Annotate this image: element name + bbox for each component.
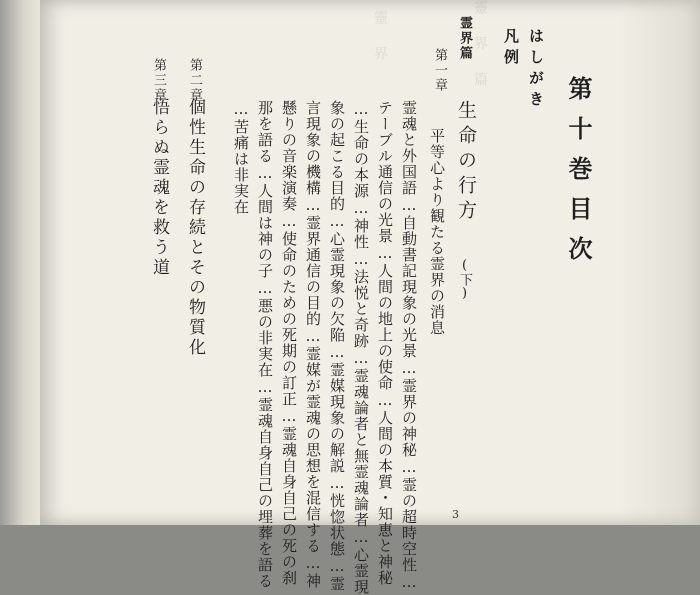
chapter1-subtitle: 平等心より観たる霊界の消息 (428, 128, 446, 336)
chapter3-number: 第三章 (151, 58, 166, 103)
bleed-through: 靈 界 篇 (472, 0, 488, 90)
chapter3-title: 悟らぬ霊魂を救う道 (149, 98, 169, 278)
page-edge (0, 0, 40, 525)
book-page (40, 0, 700, 595)
chapter1-title-suffix: (下) (457, 258, 472, 301)
chapter1-title: 生命の行方 (455, 100, 477, 225)
toc-line: 那を語る…人間は神の子…悪の非実在…霊魂自身自己の埋葬を語る (256, 100, 274, 589)
chapter2-title: 個性生命の存続とその物質化 (185, 98, 205, 358)
toc-line: 霊魂と外国語…自動書記現象の光景…霊界の神秘…霊の超時空性… (400, 100, 418, 592)
chapter1-number: 第一章 (432, 48, 447, 93)
front-matter-preface: はしがき (527, 28, 545, 112)
bleed-through: 靈 界 (372, 10, 388, 64)
toc-line: …苦痛は非実在 (232, 100, 250, 215)
toc-line: 懸りの音楽演奏…使命のための死期の訂正…霊魂自身自己の死の刹 (280, 100, 298, 586)
volume-title: 第十巻目次 (564, 76, 593, 276)
toc-line: 象の起こる目的…心霊現象の欠陥…霊媒現象の解説…恍惚状態…霊 (328, 100, 346, 592)
chapter2-number: 第二章 (187, 58, 202, 103)
toc-line: テーブル通信の光景…人間の地上の使命…人間の本質・知恵と神秘 (376, 100, 394, 586)
page-number: 3 (452, 508, 459, 521)
toc-line: 言現象の機構…霊界通信の目的…霊媒が霊魂の思想を混信する…神 (304, 100, 322, 589)
toc-line: …生命の本源…神性…法悦と奇跡…霊魂論者と無霊魂論者…心霊現 (352, 100, 370, 595)
front-matter-notes: 凡例 (502, 28, 520, 70)
part-title: 霊界篇 (457, 16, 472, 61)
